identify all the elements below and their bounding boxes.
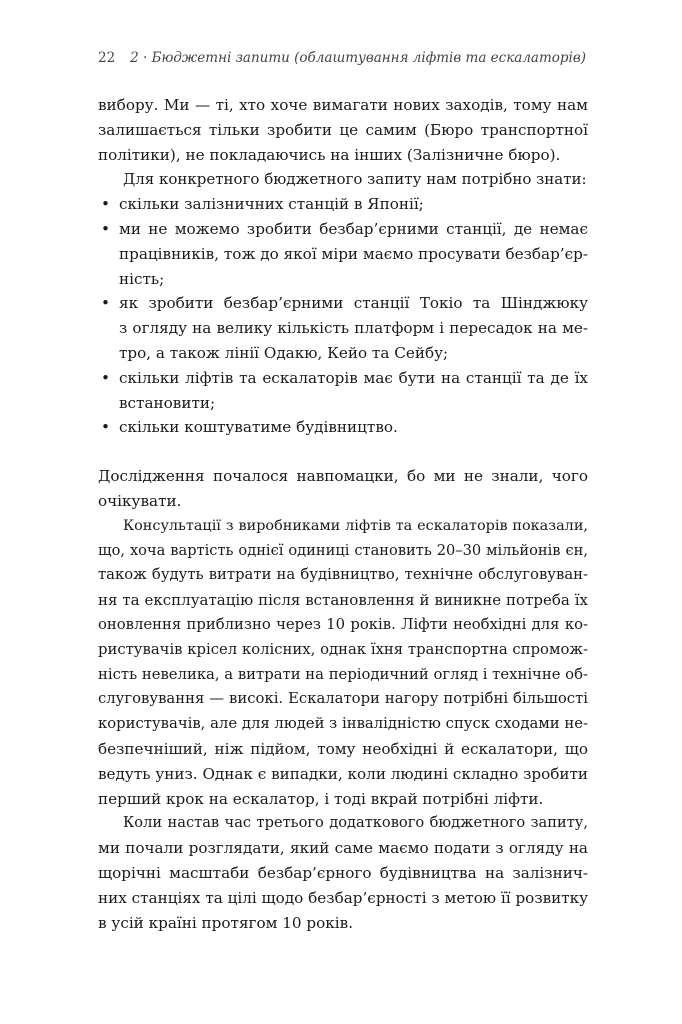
text-line: ність невелика, а витрати на періодичний огляд і технічне об- <box>98 665 588 683</box>
list-item <box>98 217 588 291</box>
text-line: залишається тільки зробити це самим (Бюро транспортної <box>98 120 588 139</box>
text-line <box>98 366 588 391</box>
text-line: ристувачів крісел колісних, однак їхня транспортна спромож- <box>98 640 588 658</box>
text-line: очікувати. <box>98 491 182 510</box>
bullet-icon: • <box>101 418 110 437</box>
text-line: оновлення приблизно через 10 років. Ліфти необхідні для ко- <box>98 615 588 633</box>
page-body <box>98 93 588 935</box>
list-item-text: як зробити безбар’єрними станції Токіо та Шінджюку <box>119 294 588 313</box>
list-item-text: скільки ліфтів та ескалаторів має бути на станції та де їх <box>119 368 588 387</box>
text-line: в усій країні протягом 10 років. <box>98 913 354 932</box>
running-header <box>98 50 586 74</box>
list-item <box>98 415 588 440</box>
text-line: користувачів, але для людей з інвалідністю спуск сходами не- <box>98 715 588 733</box>
text-line: що, хоча вартість однієї одиниці становить 20–30 мільйонів єн, <box>98 541 588 559</box>
paragraph <box>98 514 588 812</box>
text-line: з огляду на велику кількість платформ і пересадок на ме- <box>119 319 588 338</box>
text-line: ність; <box>119 269 165 288</box>
list-item-text: скільки коштуватиме будівництво. <box>119 418 398 437</box>
bullet-icon: • <box>101 368 110 387</box>
text-line <box>98 291 588 316</box>
bullet-icon: • <box>101 294 110 313</box>
text-line: безпечніший, ніж підйом, тому необхідні й ескалатори, що <box>98 739 588 758</box>
text-line: Дослідження почалося навпомацки, бо ми не знали, чого <box>98 467 588 486</box>
paragraph <box>98 464 588 514</box>
text-line: вибору. Ми — ті, хто хоче вимагати нових заходів, тому нам <box>98 96 588 114</box>
list-item-text: ми не можемо зробити безбар’єрними станції, де немає <box>119 219 588 238</box>
list-item <box>98 366 588 416</box>
text-line: також будуть витрати на будівництво, технічне обслуговуван- <box>98 566 588 584</box>
text-line: них станціях та цілі щодо безбар’єрності з метою її розвитку <box>98 888 589 907</box>
text-line: тро, а також лінії Одакю, Кейо та Сейбу; <box>119 343 449 362</box>
text-line: слуговування — високі. Ескалатори нагору потрібні більшості <box>98 690 588 708</box>
paragraph <box>98 811 588 935</box>
text-line: Консультації з виробниками ліфтів та ескалаторів показали, <box>123 517 588 534</box>
bullet-icon: • <box>101 219 110 238</box>
paragraph-spacer <box>98 440 588 464</box>
text-line: ми почали розглядати, який саме маємо подати з огляду на <box>98 839 588 858</box>
text-line: ня та експлуатацію після встановлення й виникне потреба їх <box>98 591 588 610</box>
text-line <box>98 192 588 217</box>
text-line: політики), не покладаючись на інших (Залізничне бюро). <box>98 145 561 164</box>
bullet-icon: • <box>101 195 110 214</box>
text-line: Коли настав час третього додаткового бюджетного запиту, <box>123 814 588 832</box>
page-number: 22 <box>98 50 116 66</box>
list-item-text: скільки залізничних станцій в Японії; <box>119 195 424 214</box>
list-item <box>98 291 588 365</box>
running-head: 2 · Бюджетні запити (облаштування ліфтів та ескалаторів) <box>130 50 586 66</box>
text-line: щорічні масштаби безбар’єрного будівництва на залізнич- <box>98 863 588 882</box>
paragraph <box>98 167 588 192</box>
text-line: встановити; <box>119 393 216 412</box>
paragraph <box>98 93 588 167</box>
text-line <box>98 217 588 242</box>
text-line: перший крок на ескалатор, і тоді вкрай потрібні ліфти. <box>98 789 544 808</box>
list-item <box>98 192 588 217</box>
bullet-list <box>98 192 588 440</box>
text-line: Для конкретного бюджетного запиту нам потрібно знати: <box>123 170 587 189</box>
text-line: ведуть униз. Однак є випадки, коли людині складно зробити <box>98 764 589 783</box>
text-line <box>98 415 588 440</box>
text-line: працівників, тож до якої міри маємо просувати безбар’єр- <box>119 244 588 263</box>
